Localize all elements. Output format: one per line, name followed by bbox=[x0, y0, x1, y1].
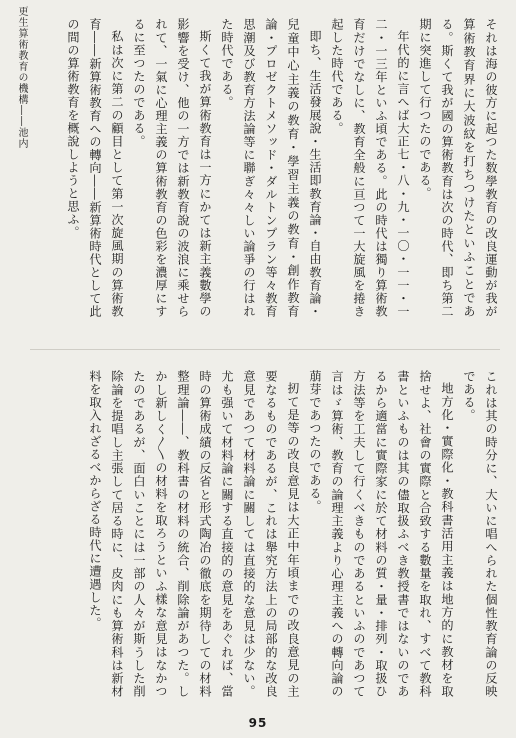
running-header: 更生算術教育の機構――池内 bbox=[16, 6, 27, 149]
paragraph: 即ち、生活發展說・生活即教育論・自由教育論・兒童中心主義の教育・學習主義の教育・創作教育論・プロゼクトメソッド・ダルトンプラン等々教育思潮及び教育方法論等に聯ぎ々々しい論爭の行はれた時代である。 bbox=[220, 18, 322, 318]
paragraph: 扨て是等の改良意見は大正中年頃までの改良意見の主要なるものであるが、これは舉究方法上の局部的な改良意見であつて材料論に關しては直接的な意見は少ない。尤も强いて材料論に關する直接的の意見をあぐれば、當時の算術成績の反省と形式陶冶の徹底を期待しての材料整理論――、教科書の材料の統合、削除論があつた。しかし新しく〳〵の材料を取ろうといふ樣な意見はなかつたのであるが、面白いことには一部の人々が斯うした削除論を提唱し主張して居る時に、皮肉にも算術科は新材料を取入れざるべからざる時代に遭遇した。 bbox=[88, 370, 300, 698]
upper-text-block bbox=[32, 18, 502, 318]
paragraph: それは海の彼方に起つた数學教育の改良運動が我が算術教育界に大波紋を打ちつけたといふことである。斯くて我が國の算術教育は次の時代、即ち第二期に突進して行つたのである。 bbox=[418, 18, 498, 318]
paragraph: 年代的に言へば大正七・八・九・一〇・一一・一二・一三年といふ頃である。此の時代は獨り算術教育だけでなしに、教育全般に亘つて一大旋風を捲き起した時代である。 bbox=[330, 18, 410, 318]
paragraph: 私は次に第二の顧目として第一次旋風期の算術教育――新算術教育への轉向――新算術時代として此の間の算術教育を概說しようと思ふ。 bbox=[66, 18, 124, 318]
page-number: 95 bbox=[248, 716, 268, 730]
lower-text-block bbox=[32, 370, 502, 698]
paragraph: これは其の時分に、大いに唱へられた個性教育論の反映である。 bbox=[462, 370, 498, 698]
paragraph: 斯くて我が算術教育は一方にかては新主義數學の影響を受け、他の一方では新教育說の波浪に乘せられて、一氣に心理主義の算術教育の色彩を濃厚にするに至つたのである。 bbox=[132, 18, 212, 318]
paragraph: 地方化・實際化・教科書活用主義は地方的に教材を取捨せよ、社會の實際と合致する數量を取れ、すべて教科書といふものは其の儘取扱ふべき教授書ではないのであるから適當に實際家に於て材料の質・量・排列・取扱ひ方法等を工夫して行くべきものであるといふのであつて言はゞ算術、教育の論理主義より心理主義への轉向論の萠芽であつたのである。 bbox=[308, 370, 454, 698]
section-divider bbox=[30, 349, 500, 350]
